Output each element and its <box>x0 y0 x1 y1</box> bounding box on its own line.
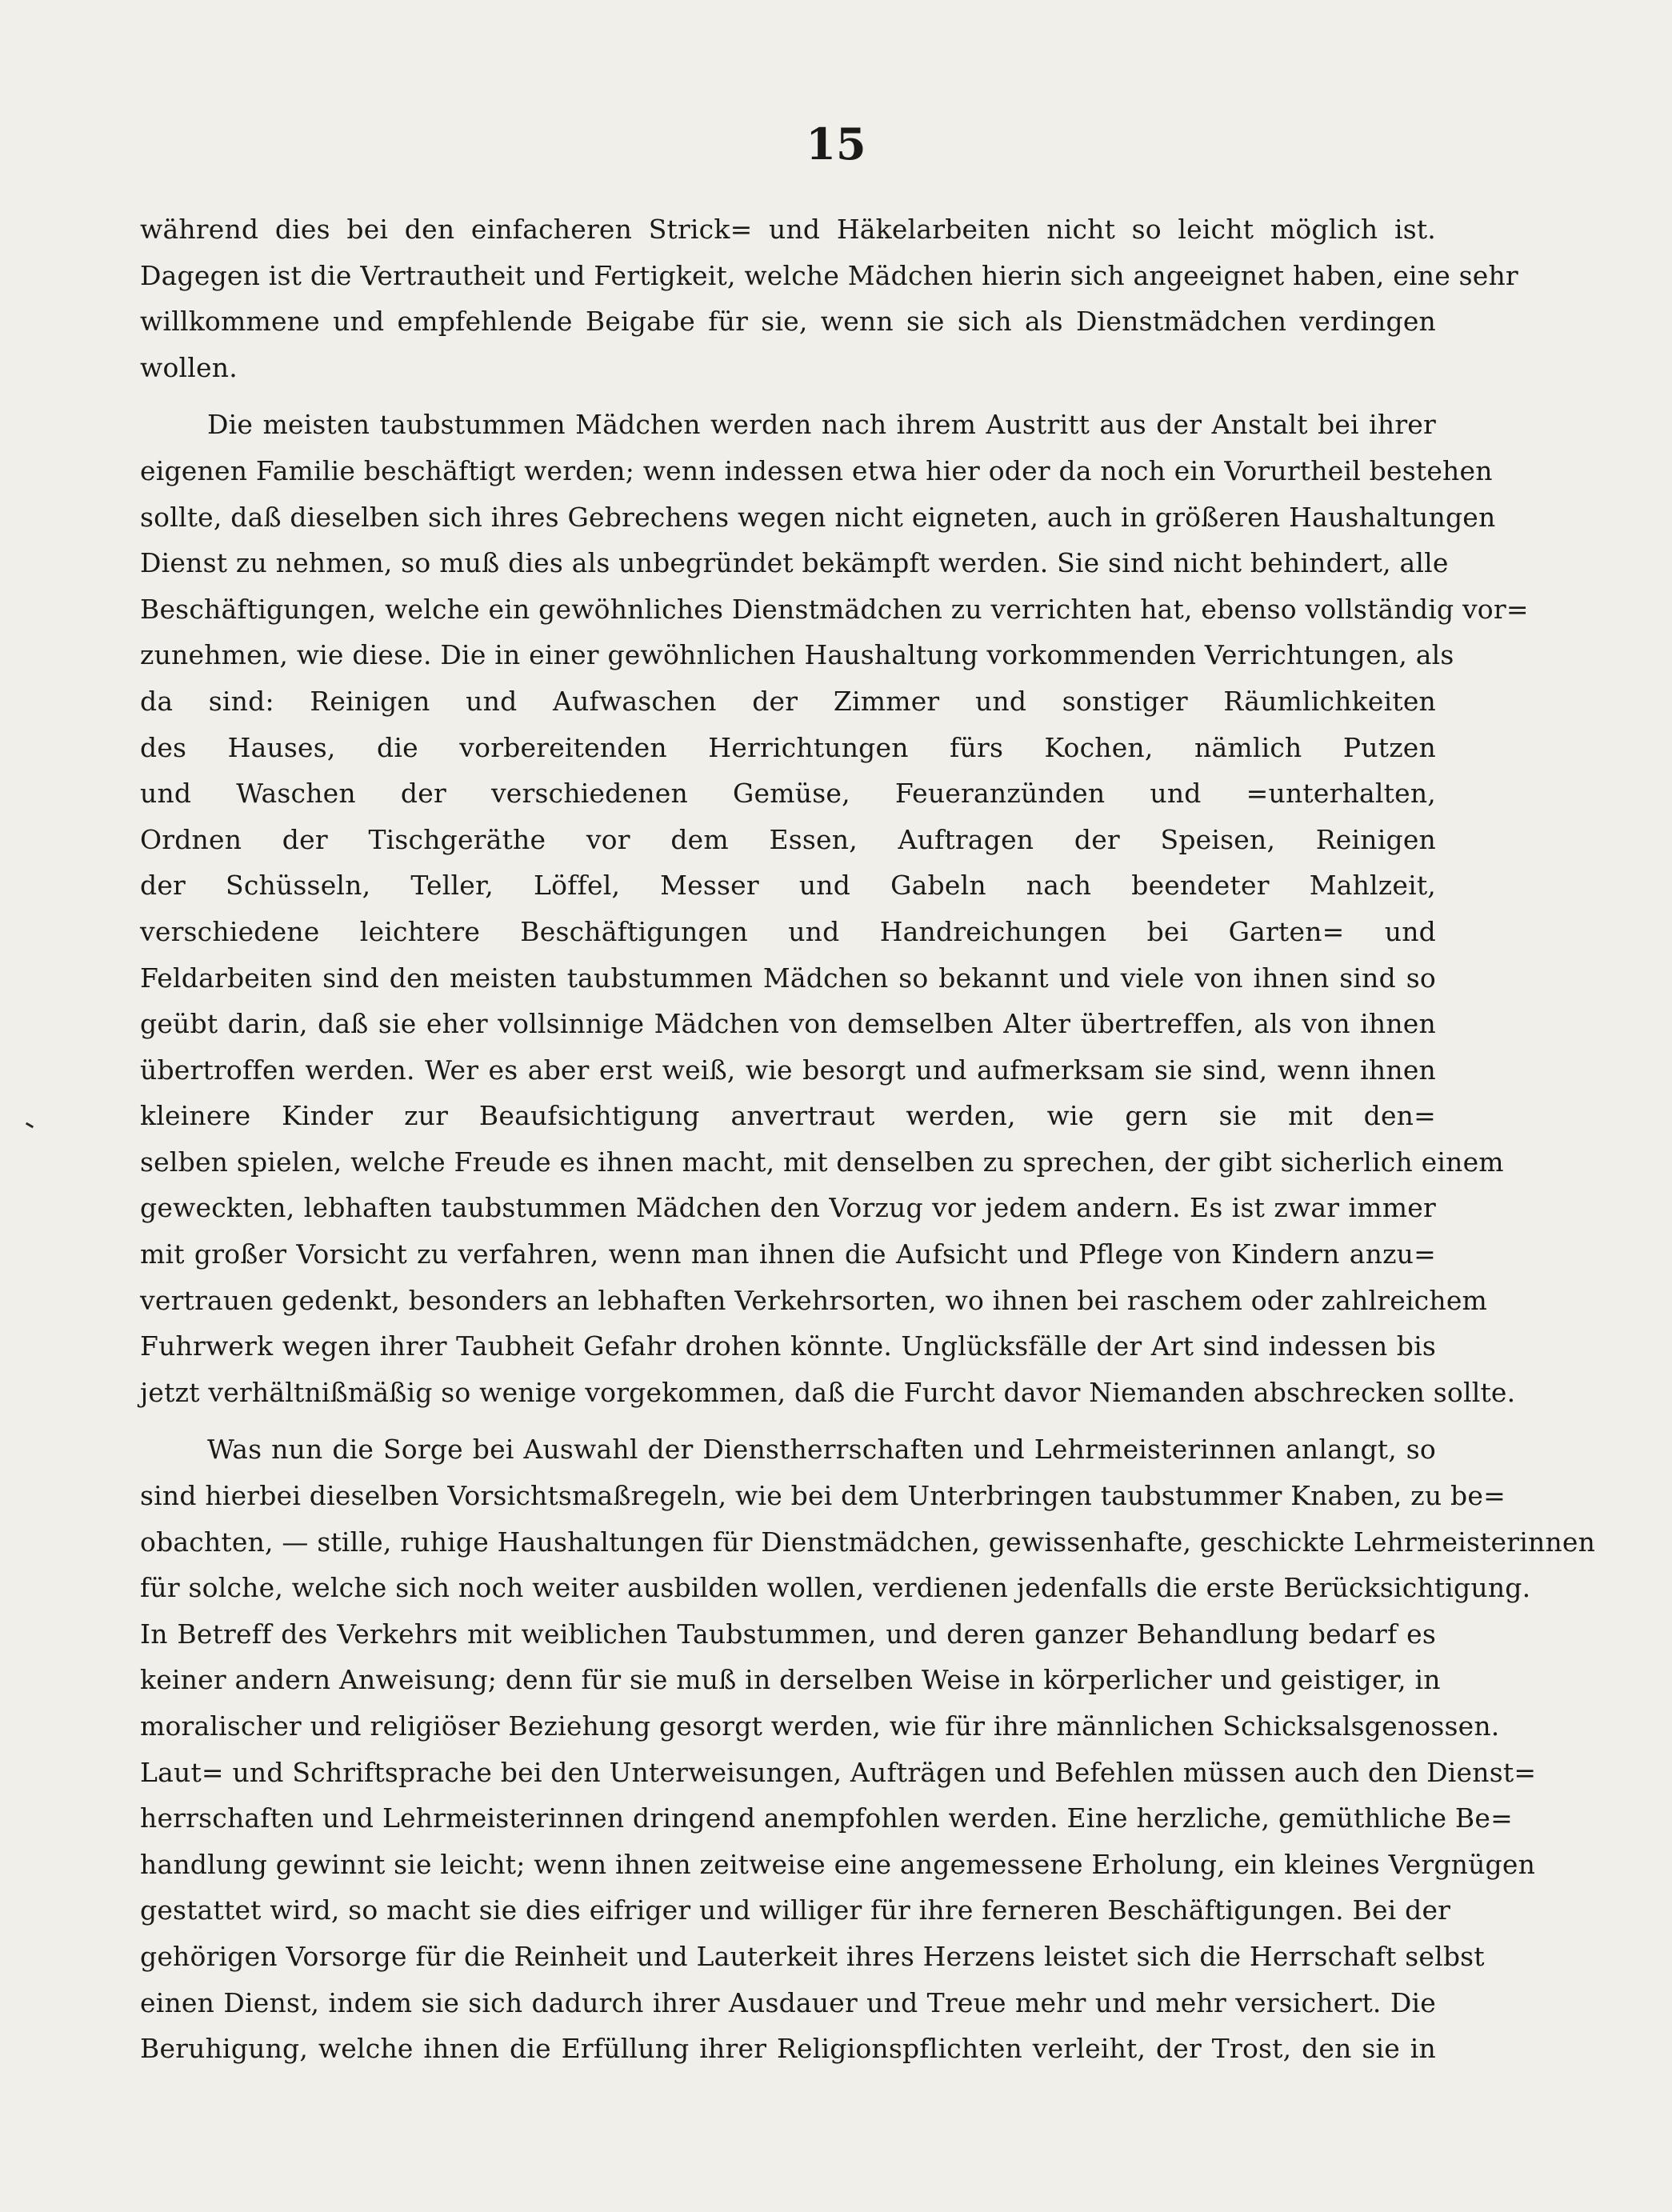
text-line: vertrauen gedenkt, besonders an lebhaften Verkehrsorten, wo ihnen bei raschem oder zahlreichem <box>140 1284 1488 1316</box>
text-line: verschiedene leichtere Beschäftigungen und Handreichungen bei Garten= und <box>140 915 1436 947</box>
text-line: keiner andern Anweisung; denn für sie muß in derselben Weise in körperlicher und geistiger, in <box>140 1664 1441 1696</box>
text-line: zunehmen, wie diese. Die in einer gewöhnlichen Haushaltung vorkommenden Verrichtungen, als <box>140 639 1454 671</box>
text-line: Dagegen ist die Vertrautheit und Fertigkeit, welche Mädchen hierin sich angeeignet haben, eine sehr <box>140 259 1518 291</box>
text-line: gehörigen Vorsorge für die Reinheit und Lauterkeit ihres Herzens leistet sich die Herrschaft selbst <box>140 1940 1485 1972</box>
text-line: obachten, — stille, ruhige Haushaltungen für Dienstmädchen, gewissenhafte, geschickte Lehrmeisterinnen <box>140 1526 1596 1558</box>
text-line: Was nun die Sorge bei Auswahl der Dienstherrschaften und Lehrmeisterinnen anlangt, so <box>207 1434 1436 1466</box>
text-line: Ordnen der Tischgeräthe vor dem Essen, Auftragen der Speisen, Reinigen <box>140 823 1436 855</box>
text-line: herrschaften und Lehrmeisterinnen dringend anempfohlen werden. Eine herzliche, gemüthliche Be= <box>140 1802 1513 1834</box>
text-line: mit großer Vorsicht zu verfahren, wenn man ihnen die Aufsicht und Pflege von Kindern anzu= <box>140 1238 1436 1270</box>
text-line: eigenen Familie beschäftigt werden; wenn indessen etwa hier oder da noch ein Vorurtheil bestehen <box>140 454 1493 486</box>
text-line: wollen. <box>140 351 238 383</box>
text-line: willkommene und empfehlende Beigabe für sie, wenn sie sich als Dienstmädchen verdingen <box>140 306 1436 338</box>
text-line: Die meisten taubstummen Mädchen werden nach ihrem Austritt aus der Anstalt bei ihrer <box>207 409 1436 441</box>
ink-speck <box>26 1122 34 1129</box>
text-line: Dienst zu nehmen, so muß dies als unbegründet bekämpft werden. Sie sind nicht behindert, alle <box>140 547 1449 579</box>
text-line: und Waschen der verschiedenen Gemüse, Feueranzünden und =unterhalten, <box>140 778 1436 810</box>
text-line: geübt darin, daß sie eher vollsinnige Mädchen von demselben Alter übertreffen, als von ihnen <box>140 1008 1436 1040</box>
text-line: moralischer und religiöser Beziehung gesorgt werden, wie für ihre männlichen Schicksalsgenossen. <box>140 1710 1500 1742</box>
text-line: Beruhigung, welche ihnen die Erfüllung ihrer Religionspflichten verleiht, der Trost, den sie in <box>140 2033 1436 2065</box>
text-line: selben spielen, welche Freude es ihnen macht, mit denselben zu sprechen, der gibt sicherlich einem <box>140 1146 1504 1178</box>
text-line: für solche, welche sich noch weiter ausbilden wollen, verdienen jedenfalls die erste Berücksichtigung. <box>140 1572 1531 1604</box>
text-line: gestattet wird, so macht sie dies eifriger und williger für ihre ferneren Beschäftigungen. Bei der <box>140 1894 1451 1926</box>
text-line: Feldarbeiten sind den meisten taubstummen Mädchen so bekannt und viele von ihnen sind so <box>140 962 1436 994</box>
text-line: jetzt verhältnißmäßig so wenige vorgekommen, daß die Furcht davor Niemanden abschrecken sollte. <box>140 1376 1516 1408</box>
text-line: kleinere Kinder zur Beaufsichtigung anvertraut werden, wie gern sie mit den= <box>140 1100 1436 1132</box>
text-line: handlung gewinnt sie leicht; wenn ihnen zeitweise eine angemessene Erholung, ein kleines Vergnügen <box>140 1848 1536 1880</box>
body-text <box>140 206 1596 2072</box>
text-line: da sind: Reinigen und Aufwaschen der Zimmer und sonstiger Räumlichkeiten <box>140 685 1436 717</box>
text-line: Beschäftigungen, welche ein gewöhnliches Dienstmädchen zu verrichten hat, ebenso vollständig vor= <box>140 593 1529 625</box>
text-line: Fuhrwerk wegen ihrer Taubheit Gefahr drohen könnte. Unglücksfälle der Art sind indessen bis <box>140 1330 1436 1362</box>
text-line: geweckten, lebhaften taubstummen Mädchen den Vorzug vor jedem andern. Es ist zwar immer <box>140 1192 1436 1224</box>
text-line: sind hierbei dieselben Vorsichtsmaßregeln, wie bei dem Unterbringen taubstummer Knaben, zu be= <box>140 1480 1506 1512</box>
text-line: während dies bei den einfacheren Strick= und Häkelarbeiten nicht so leicht möglich ist. <box>140 214 1436 245</box>
text-line: einen Dienst, indem sie sich dadurch ihrer Ausdauer und Treue mehr und mehr versichert. Die <box>140 1986 1436 2018</box>
text-line: übertroffen werden. Wer es aber erst weiß, wie besorgt und aufmerksam sie sind, wenn ihnen <box>140 1054 1436 1086</box>
text-line: Laut= und Schriftsprache bei den Unterweisungen, Aufträgen und Befehlen müssen auch den Dienst= <box>140 1756 1537 1788</box>
text-line: In Betreff des Verkehrs mit weiblichen Taubstummen, und deren ganzer Behandlung bedarf es <box>140 1618 1436 1650</box>
text-line: der Schüsseln, Teller, Löffel, Messer und Gabeln nach beendeter Mahlzeit, <box>140 870 1436 902</box>
text-line: des Hauses, die vorbereitenden Herrichtungen fürs Kochen, nämlich Putzen <box>140 731 1436 763</box>
text-line: sollte, daß dieselben sich ihres Gebrechens wegen nicht eigneten, auch in größeren Haushaltungen <box>140 501 1496 533</box>
page-number: 15 <box>806 118 866 170</box>
